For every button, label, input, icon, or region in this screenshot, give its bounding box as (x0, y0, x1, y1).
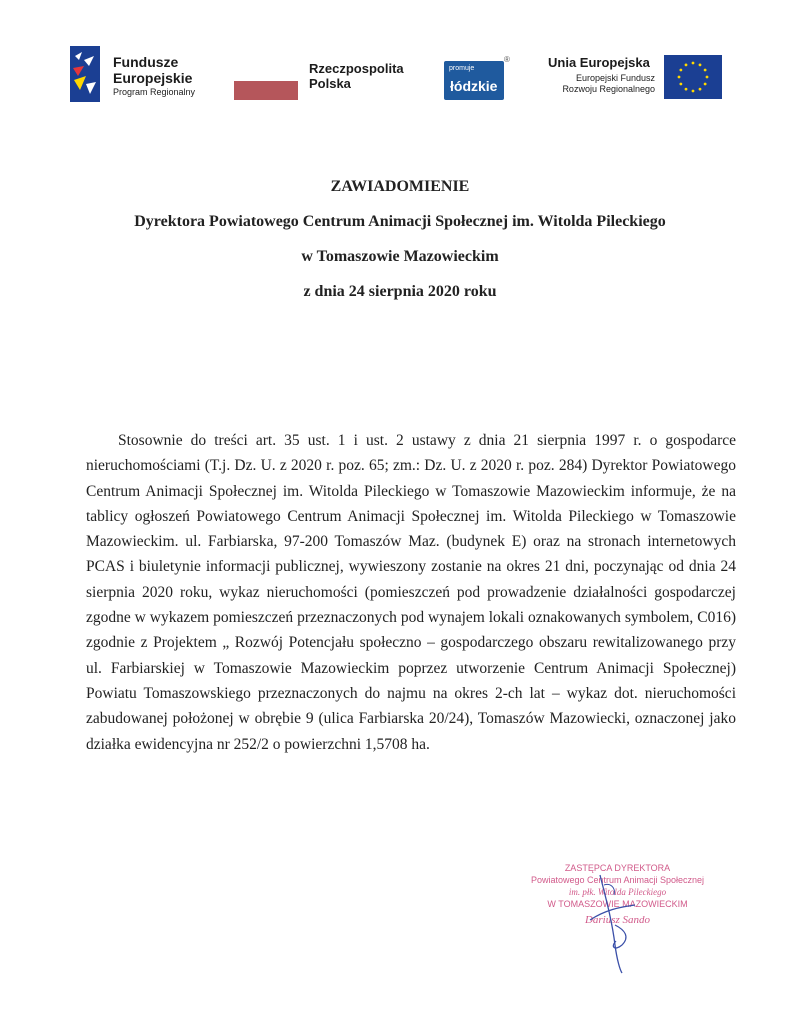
polish-flag (234, 62, 298, 100)
lodz-big-text: łódzkie (450, 78, 498, 94)
eu-star-icon (679, 69, 682, 72)
heading-title: ZAWIADOMIENIE (330, 178, 470, 195)
stamp-line3: im. płk. Witolda Pileckiego (568, 887, 667, 897)
lodz-small-text: promuje (449, 65, 475, 72)
fundusze-europejskie-logo (70, 46, 100, 102)
eu-star-icon (692, 62, 695, 65)
stamp-name: Dariusz Sando (584, 914, 651, 926)
eu-title: Unia Europejska (548, 55, 650, 70)
eu-star-icon (706, 76, 709, 79)
eu-sub2: Rozwoju Regionalnego (562, 84, 655, 94)
eu-star-icon (678, 76, 681, 79)
pl-title (309, 61, 404, 91)
body-paragraph: Stosownie do treści art. 35 ust. 1 i ust. 2 ustawy z dnia 21 sierpnia 1997 r. o gospodarce nieruchomościami (T.j. Dz. U. z 2020 r. poz. 65; zm.: Dz. U. z 2020 r. poz. 284) Dyrektor Powiatowego Centrum Animacji Społecznej im. Witolda Pileckiego w Tomaszowie Mazowieckim informuje, że na tablicy ogłoszeń Powiatowego Centrum Animacji Społecznej im. Witolda Pileckiego w Tomaszowie Mazowieckim. ul. Farbiarska, 97-200 Tomaszów Maz. (budynek E) oraz na stronach internetowych PCAS i biuletynie informacji publicznej, wywieszony zostanie na okres 21 dni, poczynając od dnia 24 sierpnia 2020 roku, wykaz nieruchomości (pomieszczeń pod prowadzenie działalności gospodarczej zgodne w wykazem pomieszczeń przeznaczonych pod wynajem lokali oznakowanych symbolem, C016) zgodnie z Projektem „ Rozwój Potencjału społeczno – gospodarczego obszaru rewitalizowanego przy ul. Farbiarskiej w Tomaszowie Mazowieckim poprzez utworzenie Centrum Animacji Społecznej) Powiatu Tomaszowskiego przeznaczonych do najmu na okres 2-ch lat – wykaz dot. nieruchomości zabudowanej położonej w obrębie 9 (ulica Farbiarska 20/24), Tomaszów Mazowiecki, oznaczonej jako działka ewidencyjna nr 252/2 o powierzchni 1,5708 ha. (86, 432, 736, 753)
eu-sub1: Europejski Fundusz (575, 73, 655, 83)
signature (560, 865, 670, 975)
eu-star-icon (699, 88, 702, 91)
eu-star-icon (704, 83, 707, 86)
eu-star-icon (692, 90, 695, 93)
fe-title (113, 54, 192, 86)
fe-subtitle: Program Regionalny (113, 87, 196, 97)
heading-line3: w Tomaszowie Mazowieckim (301, 248, 499, 265)
heading-line4: z dnia 24 sierpnia 2020 roku (303, 283, 497, 300)
fe-line1: Fundusze (113, 54, 179, 70)
eu-subtitle (560, 73, 655, 95)
eu-star-icon (685, 63, 688, 66)
eu-flag-icon (664, 55, 722, 99)
pl-line2: Polska (309, 76, 351, 91)
stamp-line2: Powiatowego Centrum Animacji Społecznej (530, 875, 705, 885)
lodzkie-logo (444, 61, 504, 100)
pl-line1: Rzeczpospolita (309, 61, 404, 76)
document-body (86, 428, 736, 757)
document-heading (0, 175, 800, 315)
fe-line2: Europejskie (113, 70, 193, 86)
eu-star-icon (685, 88, 688, 91)
stamp-line4: W TOMASZOWIE MAZOWIECKIM (547, 899, 688, 909)
stamp-line1: ZASTĘPCA DYREKTORA (564, 863, 671, 873)
heading-line2: Dyrektora Powiatowego Centrum Animacji Społecznej im. Witolda Pileckiego (134, 213, 666, 230)
logo-bar (0, 0, 800, 130)
registered-mark: ® (504, 55, 510, 64)
eu-star-icon (699, 63, 702, 66)
eu-star-icon (704, 69, 707, 72)
eu-star-icon (679, 83, 682, 86)
